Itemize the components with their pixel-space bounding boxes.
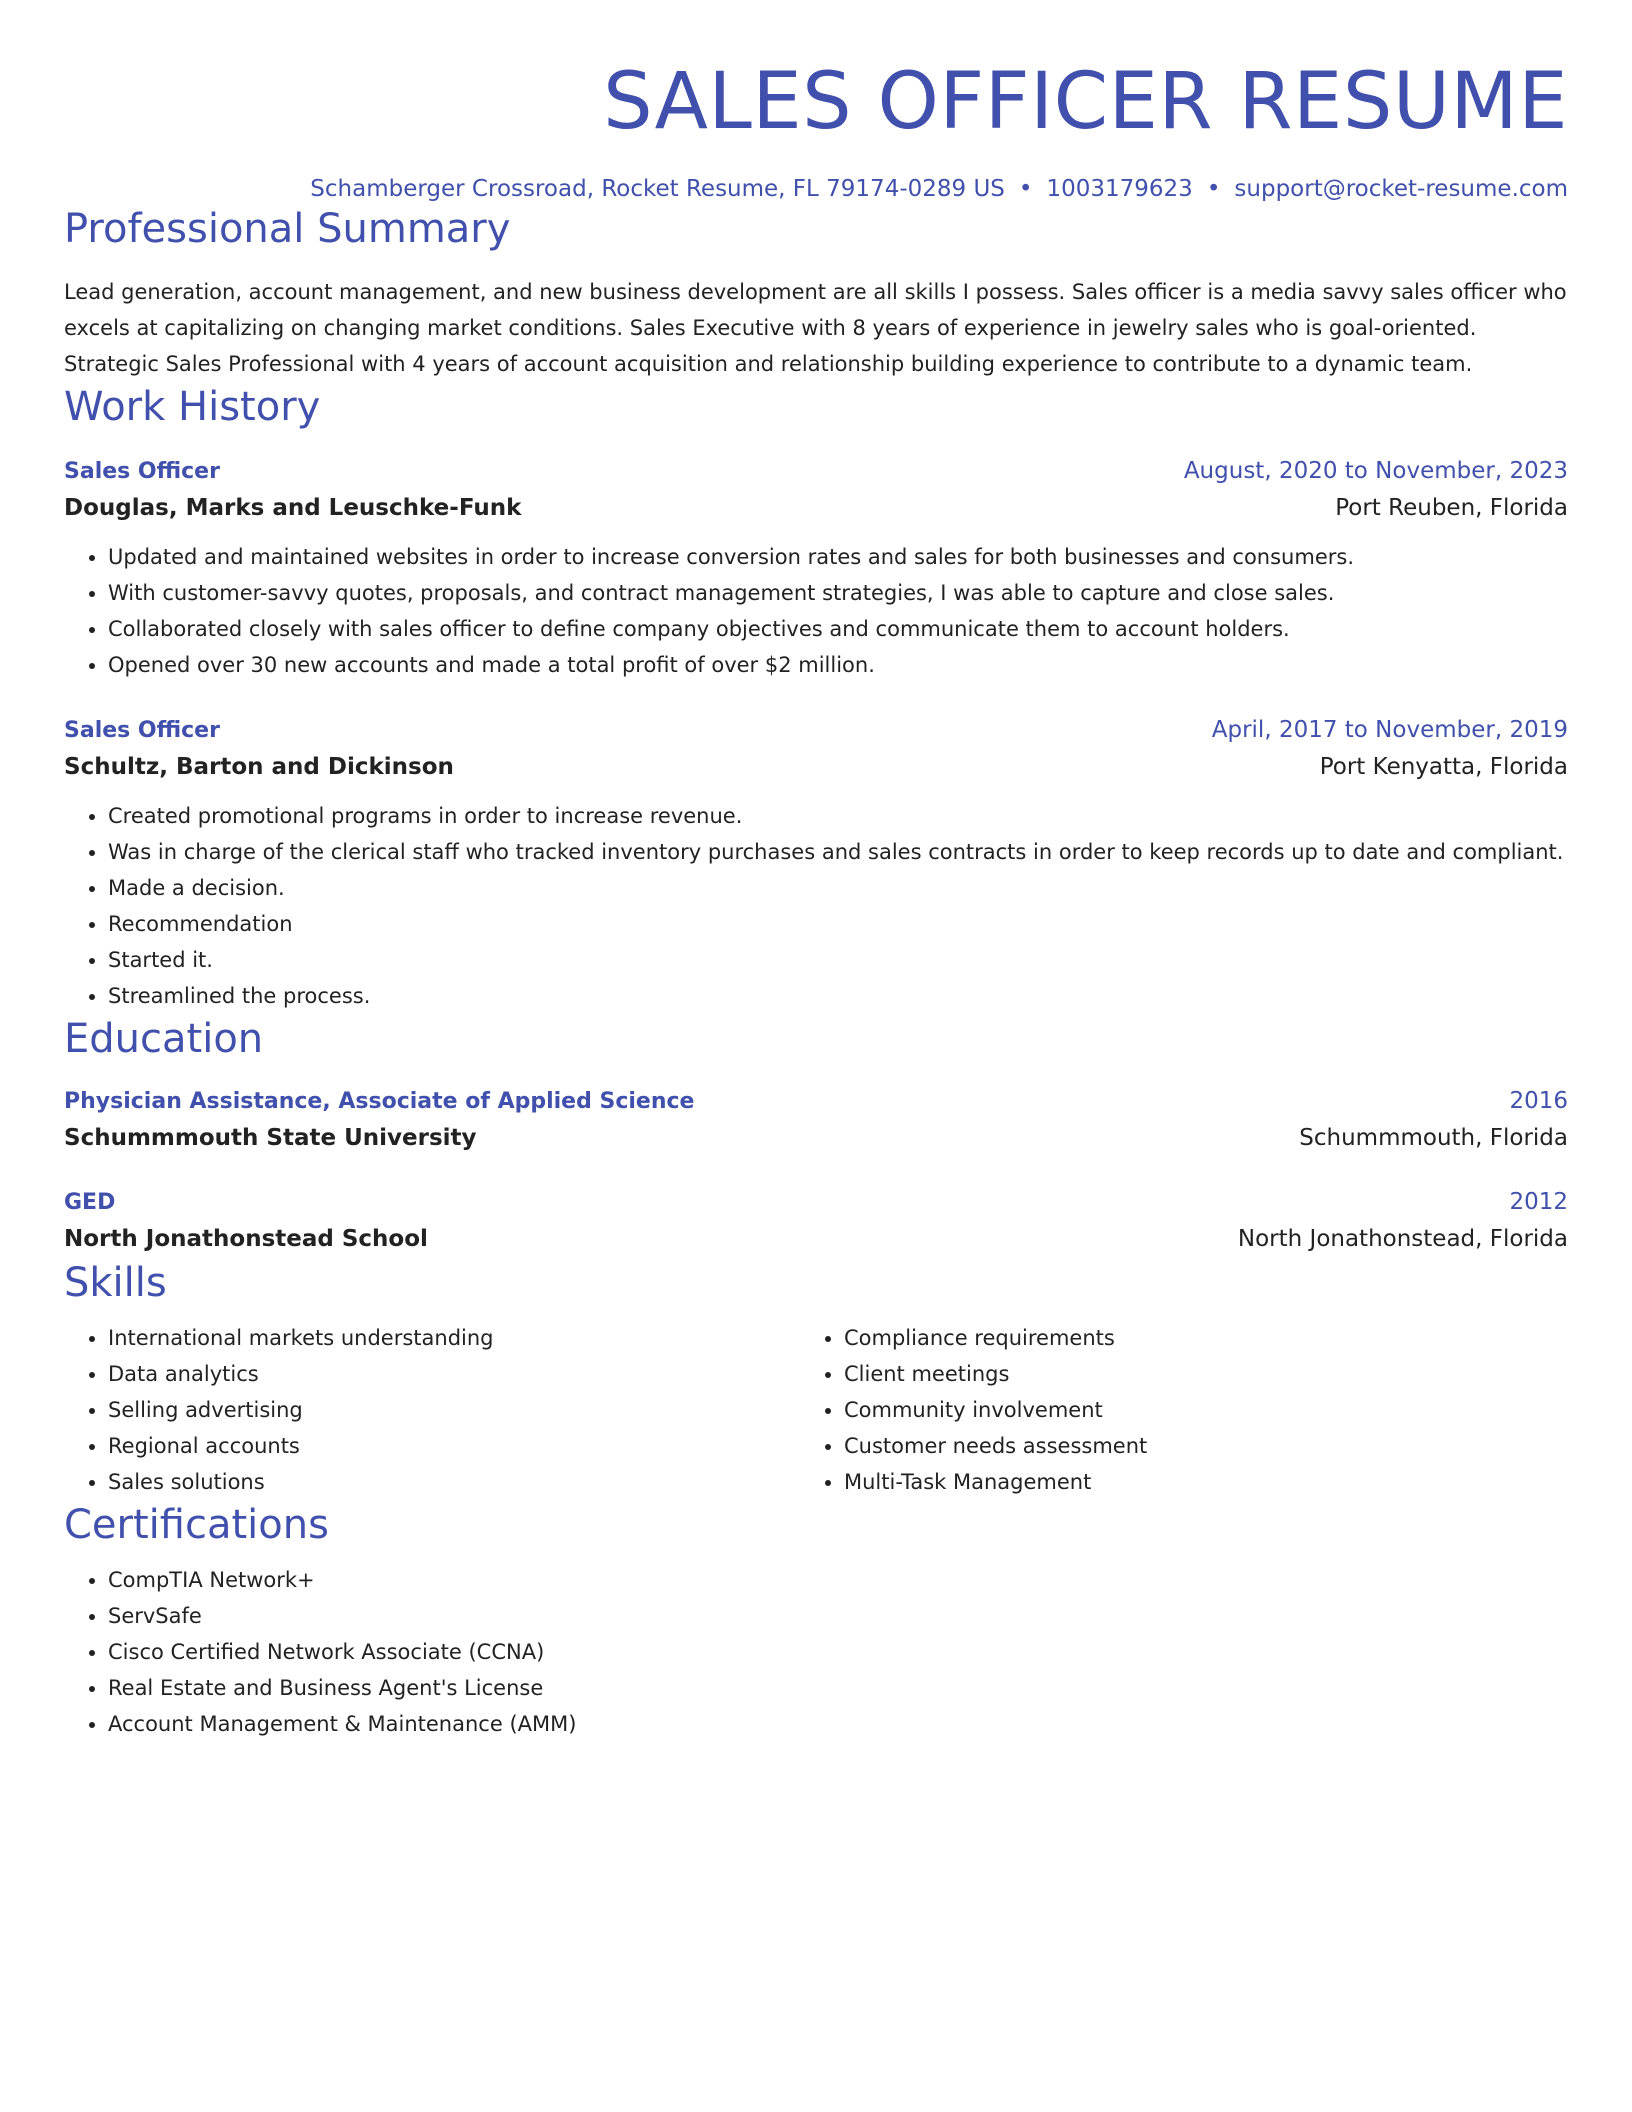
job-company-row — [64, 489, 1568, 527]
education-year: 2012 — [1509, 1189, 1568, 1215]
job-bullet: • Updated and maintained websites in order to increase conversion rates and sales for both businesses and consumers. — [108, 539, 1568, 575]
job-bullet: • Started it. — [108, 942, 1568, 978]
skills-heading: Skills — [64, 1260, 167, 1306]
contact-line — [64, 174, 1568, 204]
job-company: Schultz, Barton and Dickinson — [64, 754, 454, 780]
contact-address: Schamberger Crossroad, Rocket Resume, FL 79174-0289 US — [310, 176, 1005, 202]
certifications-list — [64, 1562, 1568, 1742]
contact-email[interactable]: support@rocket-resume.com — [1234, 176, 1568, 202]
education-location: North Jonathonstead, Florida — [1237, 1226, 1568, 1252]
job-dates: August, 2020 to November, 2023 — [1183, 458, 1568, 484]
job-bullet: • Streamlined the process. — [108, 978, 1568, 1014]
certification-item: • Real Estate and Business Agent's License — [108, 1670, 1568, 1706]
certification-item: • ServSafe — [108, 1598, 1568, 1634]
education-location: Schummmouth, Florida — [1299, 1125, 1568, 1151]
skill-item: • Regional accounts — [108, 1428, 800, 1464]
job-location: Port Reuben, Florida — [1335, 495, 1568, 521]
contact-separator: • — [1206, 176, 1221, 202]
skill-item: • Community involvement — [844, 1392, 1500, 1428]
contact-separator: • — [1018, 176, 1033, 202]
job-bullet: • Made a decision. — [108, 870, 1568, 906]
education-entry — [64, 1185, 1568, 1258]
job-role: Sales Officer — [64, 718, 220, 743]
job-bullet: • Opened over 30 new accounts and made a total profit of over $2 million. — [108, 647, 1568, 683]
job-bullet: • Recommendation — [108, 906, 1568, 942]
skills-list-right — [800, 1320, 1500, 1500]
certifications-heading: Certifications — [64, 1502, 329, 1548]
job-bullets — [64, 798, 1568, 1014]
skill-item: • Customer needs assessment — [844, 1428, 1500, 1464]
job-company: Douglas, Marks and Leuschke-Funk — [64, 495, 522, 521]
job-header-row — [64, 454, 1568, 489]
summary-text: Lead generation, account management, and new business development are all skills I possess. Sales officer is a media savvy sales officer who excels at capitalizing on changing market conditions. Sales Executive with 8 years of experience in jewelry sales who is goal-oriented. Strategic Sales Professional with 4 years of account acquisition and relationship building experience to contribute to a dynamic team. — [64, 280, 1567, 376]
certification-item: • CompTIA Network+ — [108, 1562, 1568, 1598]
education-entry — [64, 1084, 1568, 1157]
education-header-row — [64, 1084, 1568, 1119]
job-location: Port Kenyatta, Florida — [1319, 754, 1568, 780]
summary-heading: Professional Summary — [64, 206, 511, 252]
education-school: Schummmouth State University — [64, 1125, 477, 1151]
job-bullet: • Collaborated closely with sales officer to define company objectives and communicate them to account holders. — [108, 611, 1568, 647]
education-school-row — [64, 1119, 1568, 1157]
skill-item: • Compliance requirements — [844, 1320, 1500, 1356]
job-bullet: • With customer-savvy quotes, proposals, and contract management strategies, I was able to capture and close sales. — [108, 575, 1568, 611]
job-entry — [64, 713, 1568, 1014]
skill-item: • Selling advertising — [108, 1392, 800, 1428]
education-degree: Physician Assistance, Associate of Applied Science — [64, 1089, 695, 1114]
job-bullet: • Created promotional programs in order to increase revenue. — [108, 798, 1568, 834]
work-history-heading: Work History — [64, 384, 321, 430]
education-heading: Education — [64, 1016, 264, 1062]
certification-item: • Account Management & Maintenance (AMM) — [108, 1706, 1568, 1742]
skill-item: • Data analytics — [108, 1356, 800, 1392]
education-school-row — [64, 1220, 1568, 1258]
education-degree: GED — [64, 1190, 116, 1215]
education-school: North Jonathonstead School — [64, 1226, 428, 1252]
skill-item: • Multi-Task Management — [844, 1464, 1500, 1500]
education-year: 2016 — [1509, 1088, 1568, 1114]
job-entry — [64, 454, 1568, 683]
skills-grid — [64, 1320, 1568, 1500]
skills-list-left — [64, 1320, 800, 1500]
job-header-row — [64, 713, 1568, 748]
certification-item: • Cisco Certified Network Associate (CCNA) — [108, 1634, 1568, 1670]
skill-item: • Sales solutions — [108, 1464, 800, 1500]
job-company-row — [64, 748, 1568, 786]
skill-item: • Client meetings — [844, 1356, 1500, 1392]
job-bullet: • Was in charge of the clerical staff who tracked inventory purchases and sales contracts in order to keep records up to date and compliant. — [108, 834, 1568, 870]
job-dates: April, 2017 to November, 2019 — [1211, 717, 1568, 743]
contact-phone[interactable]: 1003179623 — [1046, 176, 1193, 202]
job-bullets — [64, 539, 1568, 683]
education-header-row — [64, 1185, 1568, 1220]
skill-item: • International markets understanding — [108, 1320, 800, 1356]
job-role: Sales Officer — [64, 459, 220, 484]
resume-title: SALES OFFICER RESUME — [603, 57, 1568, 147]
